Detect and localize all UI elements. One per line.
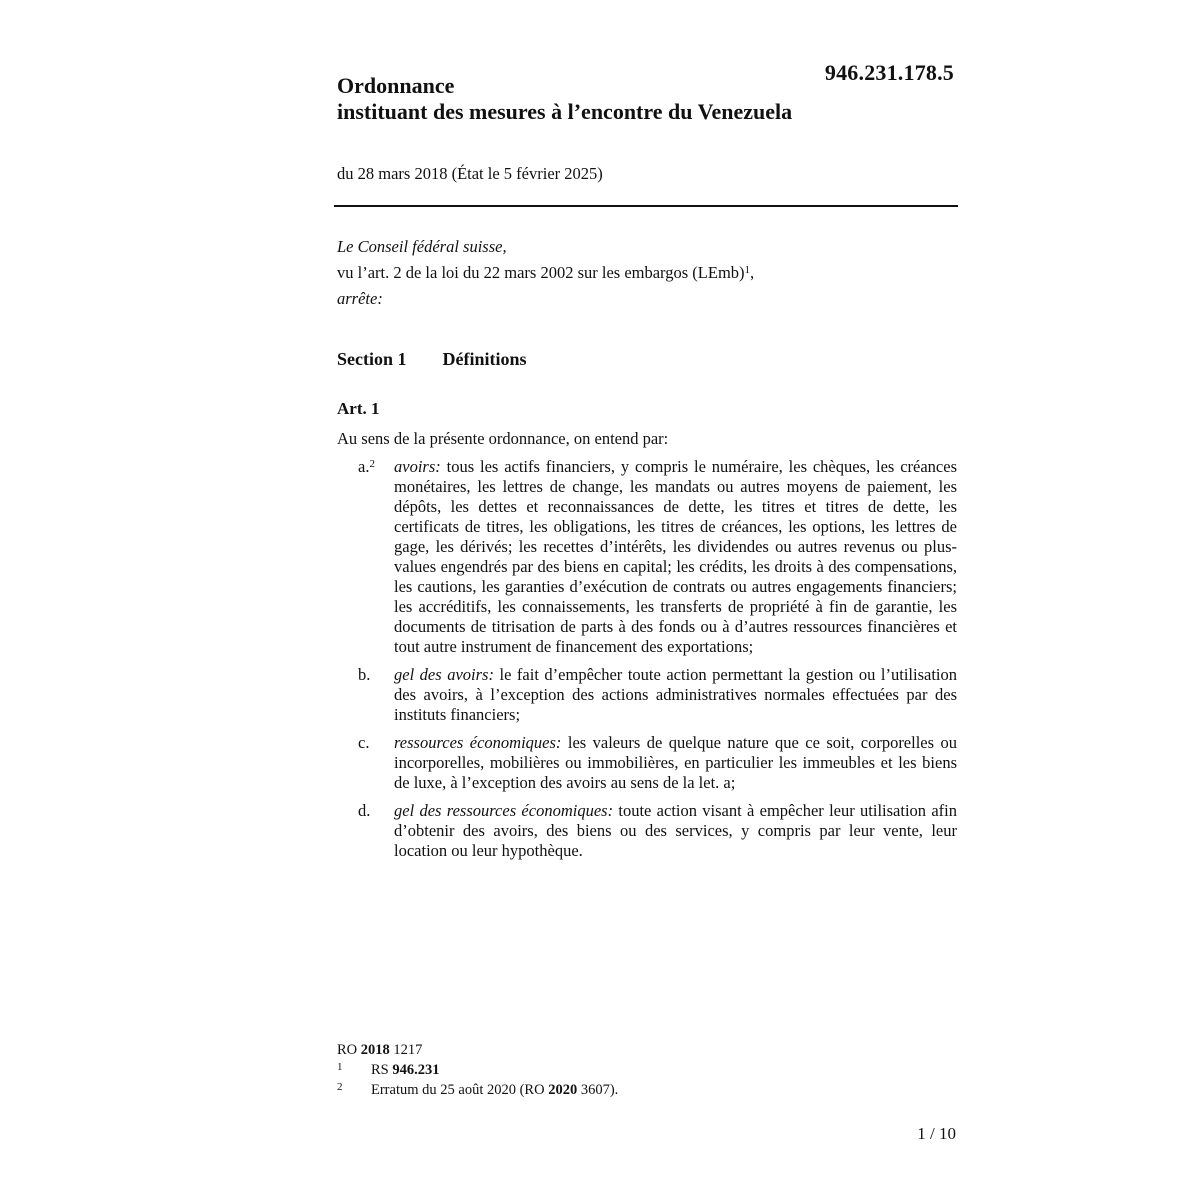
footnote-number: 2 [337, 1081, 343, 1093]
preamble-decree: arrête: [337, 289, 383, 308]
footnote-number: 1 [337, 1061, 343, 1073]
footnote-1: 1 RS 946.231 [337, 1061, 440, 1078]
item-term: gel des avoirs: [394, 665, 494, 684]
preamble-basis-text: vu l’art. 2 de la loi du 22 mars 2002 sur les embargos (LEmb) [337, 263, 745, 282]
preamble-basis-end: , [750, 263, 755, 282]
item-letter: a.$^2$ [358, 457, 375, 476]
preamble-authority: Le Conseil fédéral suisse, [337, 237, 507, 256]
preamble [337, 234, 957, 312]
page-number: 1 / 10 [917, 1124, 956, 1143]
ro-reference: RO 2018 1217 [337, 1042, 423, 1058]
item-text: le fait d’empêcher toute action permettant la gestion ou l’utilisation des avoirs, à l’exception des actions administratives normales effectuées par des instituts financiers; [394, 665, 957, 724]
item-term: gel des ressources économiques: [394, 801, 614, 820]
footnote-ref-1[interactable]: 1 [744, 264, 751, 276]
list-item [337, 733, 957, 793]
list-item [337, 665, 957, 725]
preamble-basis [337, 260, 957, 286]
section-number: Section 1 [337, 349, 407, 369]
item-letter: b. [358, 665, 371, 684]
list-item [337, 801, 957, 861]
item-text: toute action visant à empêcher leur utilisation afin d’obtenir des avoirs, des biens ou des services, y compris par leur vente, leur location ou leur hypothèque. [394, 801, 957, 860]
section-title: Définitions [442, 349, 527, 369]
title-line-1: Ordonnance [337, 73, 455, 98]
footnote-2: 2 Erratum du 25 août 2020 (RO 2020 3607). [337, 1081, 619, 1098]
date-line: du 28 mars 2018 (État le 5 février 2025) [337, 164, 603, 183]
item-letter: c. [358, 733, 370, 752]
item-term: avoirs: [394, 457, 441, 476]
item-text: les valeurs de quelque nature que ce soit, corporelles ou incorporelles, mobilières ou immobilières, en particulier les immeubles et les biens de luxe, à l’exception des avoirs au sens de la let. a; [394, 733, 957, 792]
footnote-ref-2[interactable]: 2 [369, 458, 375, 470]
document-title [337, 73, 957, 125]
header-divider [334, 205, 958, 207]
item-text: tous les actifs financiers, y compris le numéraire, les chèques, les créances monétaires, les lettres de change, les mandats ou autres moyens de paiement, les dépôts, les dettes et reconnaissances de dette, les titres et titres de dette, les certificats de titres, les obligations, les titres de créances, les options, les lettres de gage, les dérivés; les recettes d’intérêts, les dividendes ou autres revenus ou plus-values engendrés par des biens en capital; les crédits, les droits à des compensations, les cautions, les garanties d’exécution de contrats ou autres engagements financiers; les accréditifs, les connaissements, les transferts de propriété à fin de garantie, les documents de titrisation de parts à des fonds ou à d’autres ressources financières et tout autre instrument de financement des exportations; [394, 457, 957, 656]
sr-number: 946.231.178.5 [824, 60, 954, 85]
item-term: ressources économiques: [394, 733, 562, 752]
article-heading: Art. 1 [337, 399, 380, 418]
definition-list [337, 457, 957, 869]
item-letter: d. [358, 801, 371, 820]
list-item [337, 457, 957, 657]
title-line-2: instituant des mesures à l’encontre du Venezuela [337, 99, 793, 124]
article-intro: Au sens de la présente ordonnance, on entend par: [337, 429, 669, 448]
footnotes [337, 1042, 957, 1099]
section-heading [337, 349, 527, 370]
